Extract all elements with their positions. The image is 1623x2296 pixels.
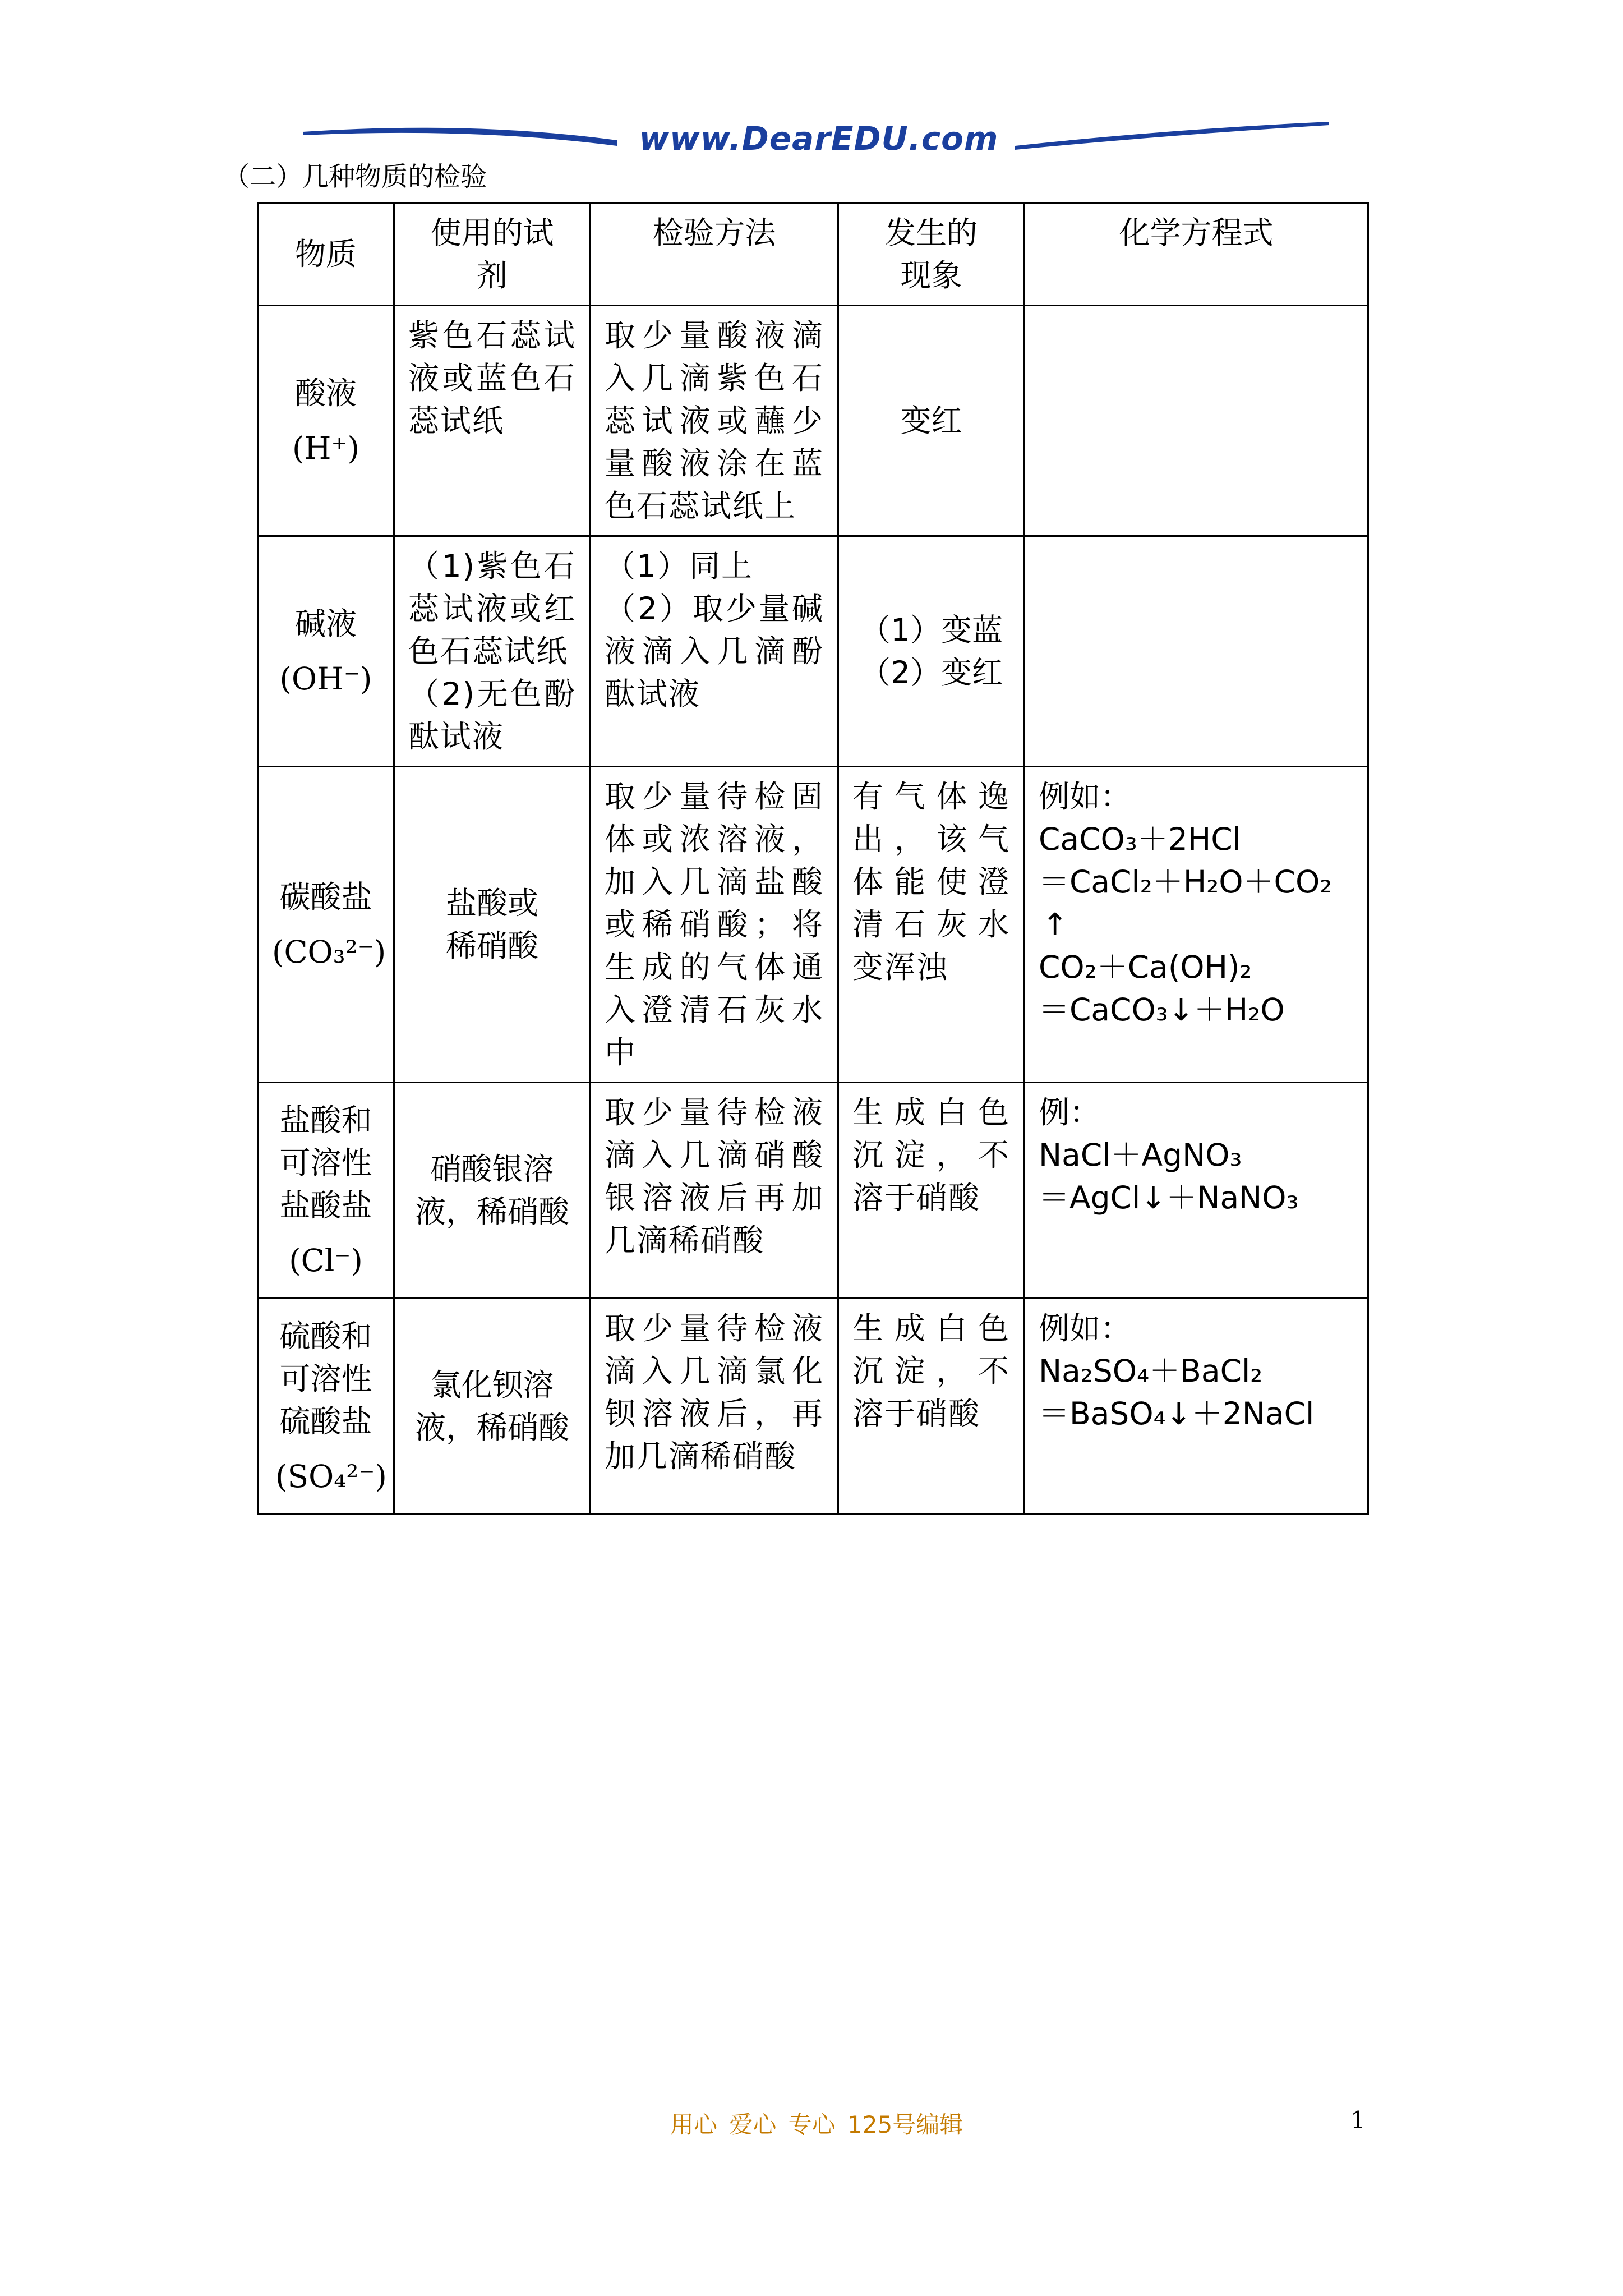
logo-text: www.DearEDU.com: [639, 119, 999, 158]
header-substance: 物质: [258, 203, 394, 306]
cell-method: 取少量待检液滴入几滴氯化钡溶液后，再加几滴稀硝酸: [591, 1299, 838, 1515]
cell-substance: 碱液 (OH⁻): [258, 536, 394, 767]
section-title: （二）几种物质的检验: [223, 162, 487, 192]
table-row: [258, 767, 1368, 1083]
table-row: [258, 1083, 1368, 1299]
cell-phenomenon: （1）变蓝 （2）变红: [838, 536, 1025, 767]
cell-substance: 硫酸和可溶性硫酸盐 (SO₄²⁻): [258, 1299, 394, 1515]
cell-phenomenon: 生成白色沉淀，不溶于硝酸: [838, 1299, 1025, 1515]
table-row: [258, 306, 1368, 536]
table-row: [258, 1299, 1368, 1515]
cell-reagent: 紫色石蕊试液或蓝色石蕊试纸: [394, 306, 591, 536]
cell-equation: 例如： CaCO₃＋2HCl ＝CaCl₂＋H₂O＋CO₂ ↑ CO₂＋Ca(OH)₂ ＝CaCO₃↓＋H₂O: [1025, 767, 1368, 1083]
cell-reagent: 硝酸银溶液，稀硝酸: [394, 1083, 591, 1299]
cell-method: 取少量酸液滴入几滴紫色石蕊试液或蘸少量酸液涂在蓝色石蕊试纸上: [591, 306, 838, 536]
header-reagent: 使用的试剂: [394, 203, 591, 306]
header-equation: 化学方程式: [1025, 203, 1368, 306]
cell-equation: 例： NaCl＋AgNO₃ ＝AgCl↓＋NaNO₃: [1025, 1083, 1368, 1299]
cell-substance: 盐酸和可溶性盐酸盐 (Cl⁻): [258, 1083, 394, 1299]
cell-reagent: 氯化钡溶液，稀硝酸: [394, 1299, 591, 1515]
cell-phenomenon: 有气体逸出，该气体能使澄清石灰水变浑浊: [838, 767, 1025, 1083]
table-header-row: [258, 203, 1368, 306]
footer-text: 用心 爱心 专心 125号编辑: [670, 2111, 963, 2138]
cell-method: 取少量待检液滴入几滴硝酸银溶液后再加几滴稀硝酸: [591, 1083, 838, 1299]
cell-substance: 酸液 (H⁺): [258, 306, 394, 536]
cell-equation: [1025, 306, 1368, 536]
page-number: 1: [1350, 2106, 1366, 2134]
cell-equation: 例如： Na₂SO₄＋BaCl₂ ＝BaSO₄↓＋2NaCl: [1025, 1299, 1368, 1515]
cell-method: 取少量待检固体或浓溶液，加入几滴盐酸或稀硝酸；将生成的气体通入澄清石灰水中: [591, 767, 838, 1083]
substance-test-table: [257, 202, 1369, 1515]
header-phenomenon: 发生的现象: [838, 203, 1025, 306]
cell-reagent: 盐酸或稀硝酸: [394, 767, 591, 1083]
cell-phenomenon: 生成白色沉淀，不溶于硝酸: [838, 1083, 1025, 1299]
cell-reagent: （1)紫色石蕊试液或红色石蕊试纸 （2)无色酚酞试液: [394, 536, 591, 767]
cell-substance: 碳酸盐 (CO₃²⁻): [258, 767, 394, 1083]
table-row: [258, 536, 1368, 767]
cell-method: （1）同上 （2）取少量碱液滴入几滴酚酞试液: [591, 536, 838, 767]
cell-equation: [1025, 536, 1368, 767]
header-method: 检验方法: [591, 203, 838, 306]
cell-phenomenon: 变红: [838, 306, 1025, 536]
